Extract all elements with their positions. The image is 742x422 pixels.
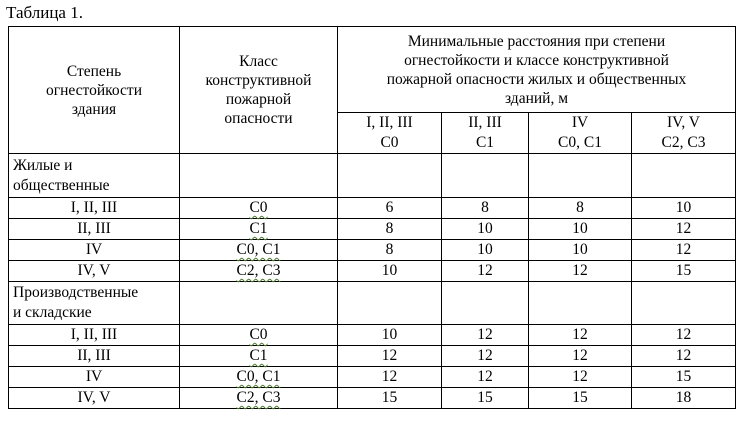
class-cell: [180, 325, 338, 346]
degree-cell: II, III: [9, 346, 180, 367]
subheader-class: C1: [475, 134, 495, 151]
value-cell: 10: [442, 240, 529, 261]
class-text: C0: [249, 199, 268, 216]
degree-cell: I, II, III: [9, 325, 180, 346]
header-text: пожарной опасности жилых и общественных: [386, 70, 687, 88]
value-cell: 18: [632, 388, 736, 409]
value-cell: 12: [338, 346, 442, 367]
class-text: C0, C1: [236, 241, 281, 258]
table-caption: Таблица 1.: [6, 3, 83, 22]
value-cell: 15: [529, 388, 632, 409]
section-title-line: общественные: [13, 176, 110, 194]
subheader-degree: I, II, III: [366, 114, 413, 131]
table-row: [9, 346, 736, 367]
header-text: Класс: [239, 53, 278, 70]
empty-cell: [180, 282, 338, 325]
header-fire-resistance: [9, 27, 180, 154]
header-text: огнестойкости: [46, 81, 142, 99]
value-cell: 10: [529, 240, 632, 261]
class-cell: [180, 261, 338, 282]
value-cell: 6: [338, 198, 442, 219]
value-cell: 8: [338, 219, 442, 240]
empty-cell: [529, 154, 632, 198]
subheader-degree: II, III: [468, 114, 502, 131]
value-cell: 8: [529, 198, 632, 219]
value-cell: 12: [529, 346, 632, 367]
class-cell: [180, 367, 338, 388]
empty-cell: [529, 282, 632, 325]
section-title: [9, 154, 180, 198]
value-cell: 10: [338, 261, 442, 282]
value-cell: 10: [442, 219, 529, 240]
value-cell: 8: [442, 198, 529, 219]
degree-cell: I, II, III: [9, 198, 180, 219]
subheader-class: C0, C1: [558, 134, 602, 151]
header-text: пожарной: [225, 91, 292, 108]
subheader-degree: IV, V: [666, 114, 701, 131]
degree-cell: IV, V: [9, 388, 180, 409]
header-text: зданий, м: [504, 89, 569, 107]
value-cell: 15: [442, 388, 529, 409]
table-row: [9, 325, 736, 346]
subheader-cell: [632, 113, 736, 154]
value-cell: 10: [632, 198, 736, 219]
class-cell: [180, 240, 338, 261]
section-title: [9, 282, 180, 325]
empty-cell: [338, 282, 442, 325]
value-cell: 8: [338, 240, 442, 261]
section-row: [9, 154, 736, 198]
subheader-cell: [338, 113, 442, 154]
value-cell: 12: [632, 325, 736, 346]
value-cell: 15: [338, 388, 442, 409]
header-hazard-class: [180, 27, 338, 154]
header-min-distances: [338, 27, 736, 113]
value-cell: 10: [529, 219, 632, 240]
class-cell: [180, 219, 338, 240]
subheader-cell: [442, 113, 529, 154]
subheader-class: C0: [380, 134, 399, 151]
section-title-line: и складские: [13, 304, 92, 321]
value-cell: 12: [632, 240, 736, 261]
empty-cell: [338, 154, 442, 198]
class-text: C1: [249, 220, 268, 237]
class-text: C1: [249, 347, 268, 364]
value-cell: 15: [632, 261, 736, 282]
empty-cell: [632, 282, 736, 325]
value-cell: 12: [442, 261, 529, 282]
section-title-line: Жилые и: [13, 156, 73, 174]
value-cell: 12: [338, 367, 442, 388]
empty-cell: [180, 154, 338, 198]
value-cell: 12: [529, 261, 632, 282]
empty-cell: [442, 282, 529, 325]
class-cell: [180, 346, 338, 367]
degree-cell: II, III: [9, 219, 180, 240]
subheader-class: C2, C3: [661, 134, 706, 151]
value-cell: 12: [632, 219, 736, 240]
value-cell: 12: [632, 346, 736, 367]
subheader-degree: IV: [571, 114, 589, 131]
value-cell: 12: [529, 367, 632, 388]
value-cell: 12: [442, 325, 529, 346]
header-text: Степень: [66, 62, 122, 80]
class-text: C2, C3: [236, 389, 281, 406]
value-cell: 10: [338, 325, 442, 346]
class-cell: [180, 198, 338, 219]
degree-cell: IV: [9, 367, 180, 388]
subheader-cell: [529, 113, 632, 154]
section-row: [9, 282, 736, 325]
table-row: [9, 198, 736, 219]
value-cell: 12: [442, 367, 529, 388]
header-text: опасности: [224, 110, 293, 127]
header-text: огнестойкости и классе конструктивной: [404, 51, 669, 69]
class-text: C0, C1: [236, 368, 281, 385]
table-row: [9, 219, 736, 240]
degree-cell: IV: [9, 240, 180, 261]
section-title-line: Производственные: [13, 284, 139, 301]
degree-cell: IV, V: [9, 261, 180, 282]
header-text: Минимальные расстояния при степени: [407, 32, 666, 50]
empty-cell: [442, 154, 529, 198]
header-text: здания: [71, 100, 117, 118]
table-row: [9, 367, 736, 388]
table-row: [9, 388, 736, 409]
fire-distance-table: [8, 26, 736, 409]
class-text: C0: [249, 326, 268, 343]
class-cell: [180, 388, 338, 409]
class-text: C2, C3: [236, 262, 281, 279]
value-cell: 12: [442, 346, 529, 367]
header-text: конструктивной: [205, 72, 312, 89]
table-row: [9, 261, 736, 282]
table-row: [9, 240, 736, 261]
empty-cell: [632, 154, 736, 198]
value-cell: 15: [632, 367, 736, 388]
value-cell: 12: [529, 325, 632, 346]
